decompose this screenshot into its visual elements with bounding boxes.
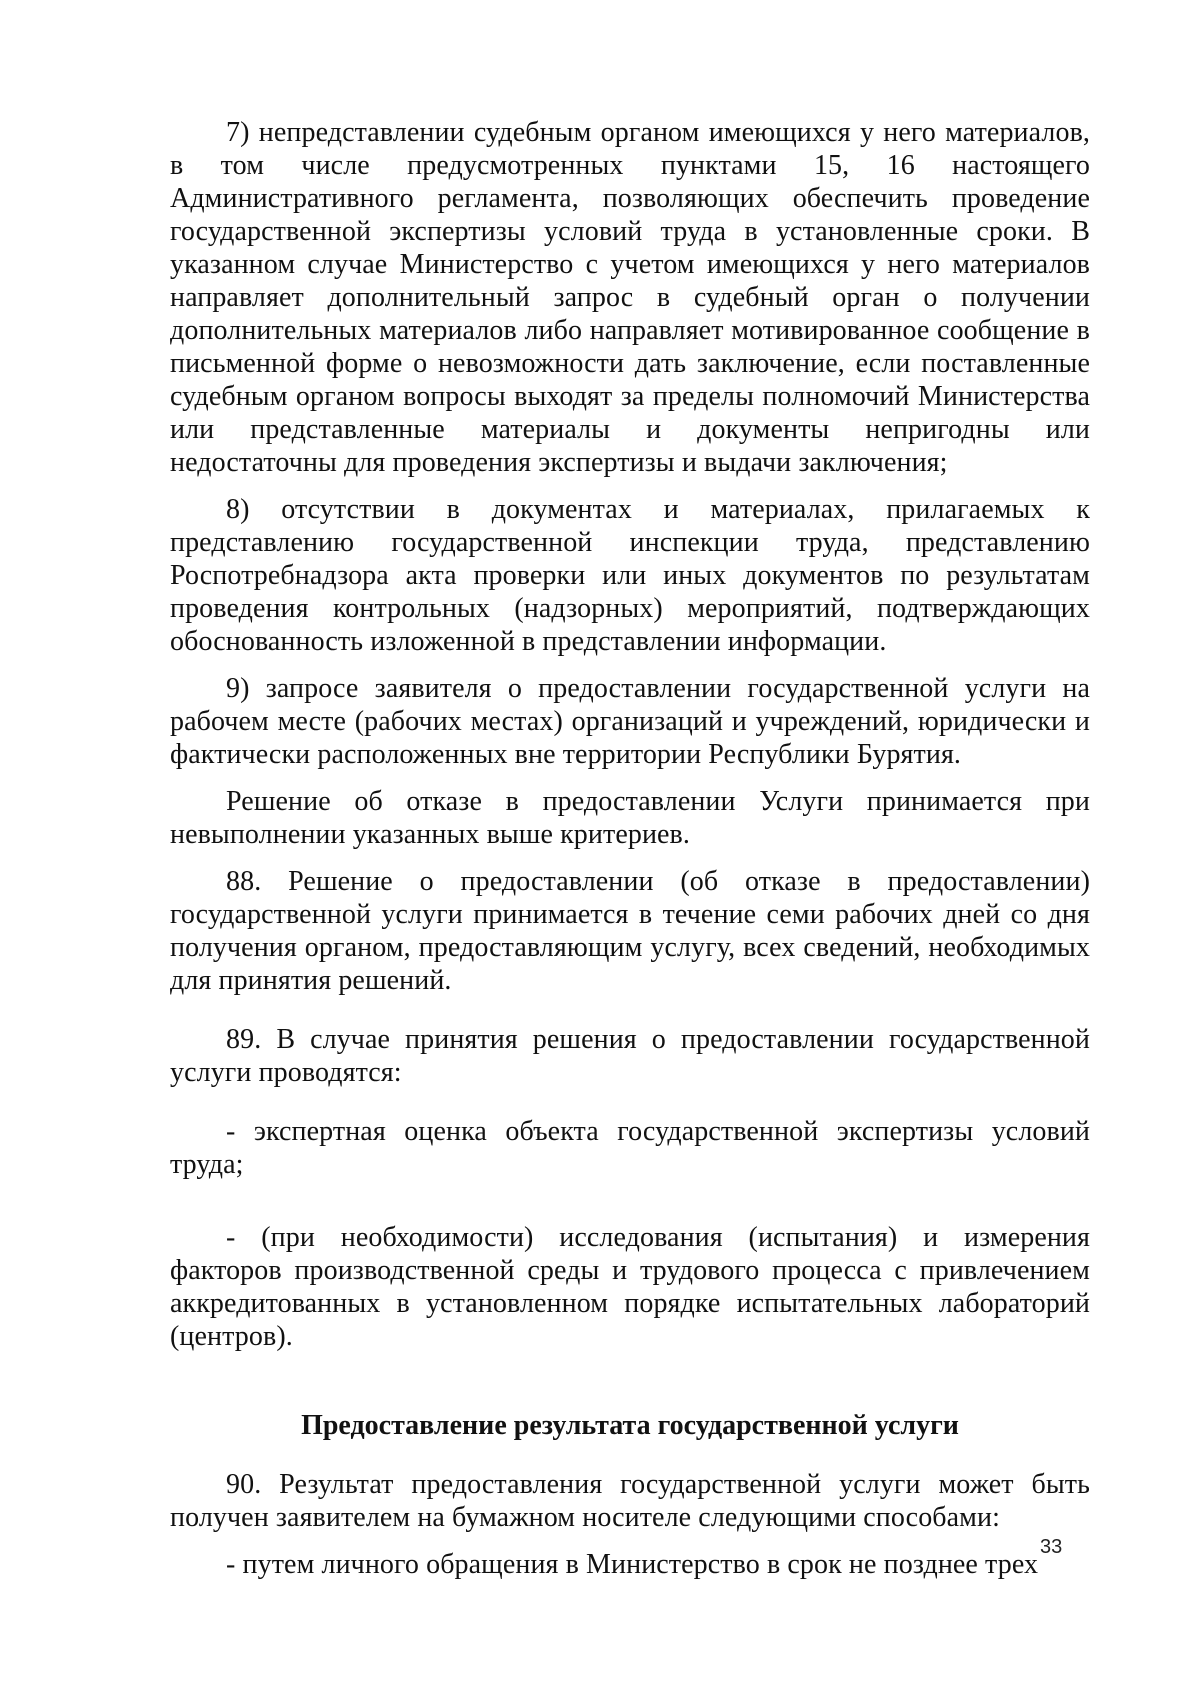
paragraph-expert-assessment: - экспертная оценка объекта государственной экспертизы условий труда;	[170, 1116, 1090, 1180]
paragraph-item-7: 7) непредставлении судебным органом имеющихся у него материалов, в том числе предусмотренных пунктами 15, 16 настоящего Административного регламента, позволяющих обеспечить проведение государственной экспертизы условий труда в установленные сроки. В указанном случае Министерство с учетом имеющихся у него материалов направляет дополнительный запрос в судебный орган о получении дополнительных материалов либо направляет мотивированное сообщение в письменной форме о невозможности дать заключение, если поставленные судебным органом вопросы выходят за пределы полномочий Министерства или представленные материалы и документы непригодны или недостаточны для проведения экспертизы и выдачи заключения;	[170, 117, 1090, 478]
paragraph-research-measurements: - (при необходимости) исследования (испытания) и измерения факторов производственной среды и трудового процесса с привлечением аккредитованных в установленном порядке испытательных лабораторий (центров).	[170, 1222, 1090, 1352]
section-heading: Предоставление результата государственной услуги	[301, 1410, 959, 1441]
paragraph-refusal-decision: Решение об отказе в предоставлении Услуги принимается при невыполнении указанных выше критериев.	[170, 786, 1090, 850]
paragraph-90: 90. Результат предоставления государственной услуги может быть получен заявителем на бумажном носителе следующими способами:	[170, 1469, 1090, 1533]
paragraph-item-8: 8) отсутствии в документах и материалах, прилагаемых к представлению государственной инспекции труда, представлению Роспотребнадзора акта проверки или иных документов по результатам проведения контрольных (надзорных) мероприятий, подтверждающих обоснованность изложенной в представлении информации.	[170, 494, 1090, 657]
document-body	[170, 116, 1090, 1581]
paragraph-89: 89. В случае принятия решения о предоставлении государственной услуги проводятся:	[170, 1024, 1090, 1088]
paragraph-personal-visit: - путем личного обращения в Министерство в срок не позднее трех	[226, 1549, 1039, 1580]
page-number: 33	[1040, 1536, 1063, 1558]
paragraph-88: 88. Решение о предоставлении (об отказе в предоставлении) государственной услуги принимается в течение семи рабочих дней со дня получения органом, предоставляющим услугу, всех сведений, необходимых для принятия решений.	[170, 866, 1090, 996]
paragraph-item-9: 9) запросе заявителя о предоставлении государственной услуги на рабочем месте (рабочих местах) организаций и учреждений, юридически и фактически расположенных вне территории Республики Бурятия.	[170, 673, 1090, 770]
